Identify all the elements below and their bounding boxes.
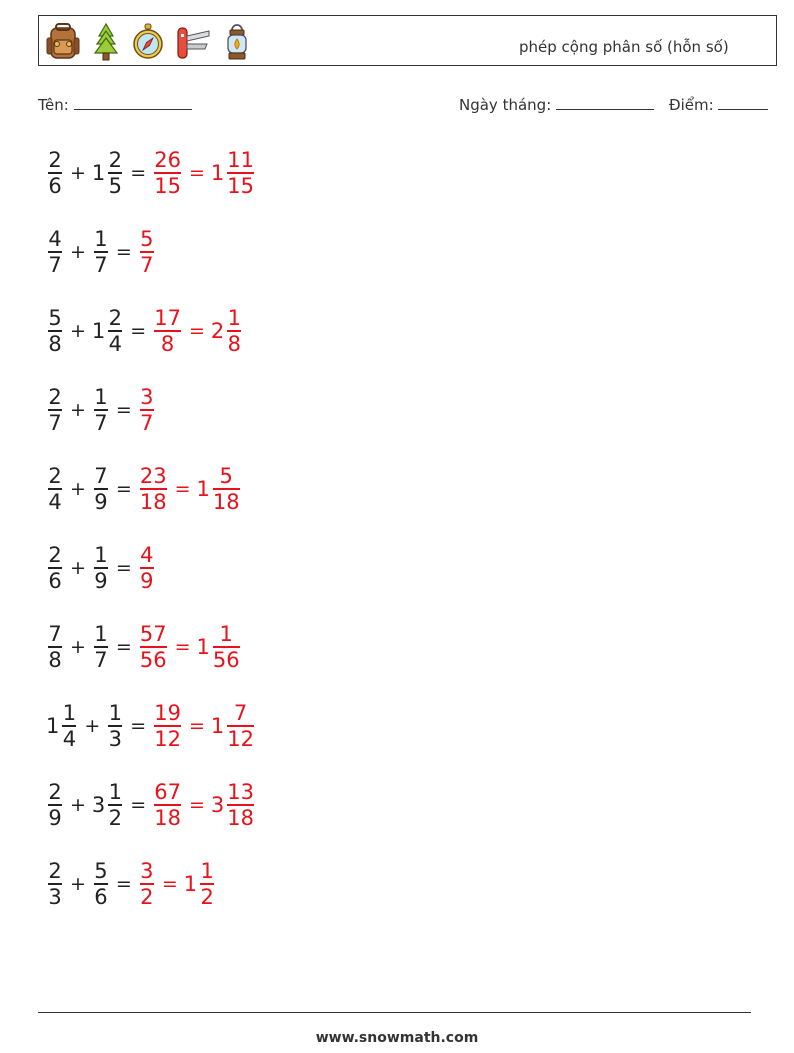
denominator: 8 xyxy=(160,331,175,356)
mixed-number xyxy=(211,148,256,198)
improper-fraction xyxy=(140,227,154,277)
denominator: 18 xyxy=(227,805,254,830)
fraction xyxy=(94,227,108,277)
denominator: 2 xyxy=(108,805,122,830)
numerator: 1 xyxy=(62,701,77,726)
fraction xyxy=(48,859,62,909)
addend-2 xyxy=(92,306,124,356)
numerator: 1 xyxy=(227,306,241,331)
addend-2 xyxy=(92,859,110,909)
fraction xyxy=(94,385,108,435)
equals-sign: = xyxy=(174,636,191,658)
addend-2 xyxy=(92,622,110,672)
plus-sign: + xyxy=(70,241,86,263)
numerator: 13 xyxy=(227,780,254,805)
numerator: 5 xyxy=(48,306,62,331)
equals-sign: = xyxy=(115,636,132,658)
denominator: 9 xyxy=(48,805,62,830)
denominator: 7 xyxy=(94,410,108,435)
fraction xyxy=(48,306,62,356)
numerator: 1 xyxy=(108,701,122,726)
equals-sign: = xyxy=(188,715,205,737)
pine-tree-icon xyxy=(91,22,121,62)
denominator: 7 xyxy=(94,647,108,672)
problem-row xyxy=(46,143,256,203)
score-label: Điểm: xyxy=(669,96,714,114)
denominator: 6 xyxy=(48,173,62,198)
denominator: 12 xyxy=(227,726,254,751)
denominator: 15 xyxy=(154,173,181,198)
answer xyxy=(138,622,242,672)
name-label: Tên: xyxy=(38,96,69,114)
fraction xyxy=(48,780,62,830)
name-blank[interactable] xyxy=(74,95,192,110)
plus-sign: + xyxy=(70,794,86,816)
numerator: 1 xyxy=(94,385,108,410)
mixed-number xyxy=(211,780,256,830)
problem-row xyxy=(46,617,242,677)
addend-1 xyxy=(46,148,64,198)
numerator: 1 xyxy=(94,622,108,647)
numerator: 4 xyxy=(48,227,62,252)
denominator: 8 xyxy=(227,331,241,356)
problem-row xyxy=(46,696,256,756)
addend-1 xyxy=(46,701,78,751)
equals-sign: = xyxy=(130,715,147,737)
denominator: 18 xyxy=(154,805,181,830)
problem-row xyxy=(46,222,156,282)
denominator: 3 xyxy=(108,726,122,751)
fraction xyxy=(48,385,62,435)
plus-sign: + xyxy=(70,320,86,342)
equals-sign: = xyxy=(130,162,147,184)
date-field xyxy=(459,95,654,114)
addend-1 xyxy=(46,306,64,356)
mixed-number xyxy=(211,306,243,356)
numerator: 1 xyxy=(200,859,214,884)
numerator: 2 xyxy=(48,148,62,173)
answer xyxy=(152,780,256,830)
answer xyxy=(138,385,156,435)
addend-2 xyxy=(92,464,110,514)
numerator: 3 xyxy=(140,385,154,410)
fraction xyxy=(108,701,122,751)
fraction xyxy=(227,780,254,830)
improper-fraction xyxy=(140,859,154,909)
addend-1 xyxy=(46,543,64,593)
fraction xyxy=(213,464,240,514)
denominator: 12 xyxy=(154,726,181,751)
equals-sign: = xyxy=(188,794,205,816)
whole-number: 1 xyxy=(183,872,198,896)
fraction xyxy=(94,859,108,909)
addend-1 xyxy=(46,622,64,672)
addend-2 xyxy=(92,385,110,435)
whole-number: 1 xyxy=(91,319,106,343)
fraction xyxy=(108,780,122,830)
improper-fraction xyxy=(140,622,167,672)
mixed-number xyxy=(211,701,256,751)
denominator: 8 xyxy=(48,331,62,356)
improper-fraction xyxy=(140,385,154,435)
numerator: 3 xyxy=(140,859,154,884)
numerator: 5 xyxy=(219,464,233,489)
problem-row xyxy=(46,380,156,440)
equals-sign: = xyxy=(115,557,132,579)
fraction xyxy=(94,622,108,672)
numerator: 4 xyxy=(140,543,154,568)
numerator: 2 xyxy=(48,543,62,568)
equals-sign: = xyxy=(115,241,132,263)
fraction xyxy=(213,622,240,672)
numerator: 67 xyxy=(154,780,181,805)
lantern-icon xyxy=(221,22,253,62)
numerator: 2 xyxy=(48,464,62,489)
denominator: 56 xyxy=(139,647,167,672)
addend-2 xyxy=(106,701,124,751)
whole-number: 1 xyxy=(196,635,210,659)
numerator: 1 xyxy=(108,780,122,805)
denominator: 9 xyxy=(140,568,154,593)
backpack-icon xyxy=(45,22,81,62)
fraction xyxy=(108,148,122,198)
fraction xyxy=(48,227,62,277)
numerator: 5 xyxy=(140,227,154,252)
numerator: 26 xyxy=(154,148,181,173)
improper-fraction xyxy=(154,701,181,751)
plus-sign: + xyxy=(70,873,86,895)
numerator: 2 xyxy=(108,148,122,173)
worksheet-title: phép cộng phân số (hỗn số) xyxy=(519,38,729,56)
answer xyxy=(138,227,156,277)
fraction xyxy=(108,306,122,356)
denominator: 4 xyxy=(62,726,77,751)
improper-fraction xyxy=(140,543,154,593)
whole-number: 3 xyxy=(210,793,225,817)
equals-sign: = xyxy=(115,873,132,895)
equals-sign: = xyxy=(115,478,132,500)
footer-url: www.snowmath.com xyxy=(315,1030,479,1046)
score-blank[interactable] xyxy=(718,95,768,110)
improper-fraction xyxy=(154,780,181,830)
plus-sign: + xyxy=(70,162,86,184)
numerator: 7 xyxy=(94,464,108,489)
fraction xyxy=(227,701,254,751)
addend-1 xyxy=(46,859,64,909)
answer xyxy=(138,464,242,514)
denominator: 4 xyxy=(108,331,122,356)
numerator: 11 xyxy=(227,148,254,173)
problem-row xyxy=(46,854,216,914)
equals-sign: = xyxy=(174,478,191,500)
addend-2 xyxy=(92,543,110,593)
denominator: 2 xyxy=(140,884,154,909)
whole-number: 1 xyxy=(91,161,106,185)
answer xyxy=(138,543,156,593)
denominator: 3 xyxy=(48,884,62,909)
fraction xyxy=(227,148,254,198)
whole-number: 1 xyxy=(210,161,225,185)
problem-row xyxy=(46,775,256,835)
footer-divider xyxy=(38,1012,751,1013)
denominator: 7 xyxy=(140,410,154,435)
numerator: 1 xyxy=(94,227,108,252)
pocket-knife-icon xyxy=(175,22,211,62)
denominator: 4 xyxy=(48,489,62,514)
improper-fraction xyxy=(140,464,167,514)
answer xyxy=(138,859,216,909)
improper-fraction xyxy=(154,148,181,198)
addend-2 xyxy=(92,227,110,277)
addend-1 xyxy=(46,464,64,514)
mixed-number xyxy=(197,464,242,514)
numerator: 23 xyxy=(139,464,167,489)
numerator: 2 xyxy=(48,859,62,884)
icon-strip xyxy=(45,22,253,62)
answer xyxy=(152,701,256,751)
plus-sign: + xyxy=(70,557,86,579)
equals-sign: = xyxy=(130,794,147,816)
name-field xyxy=(38,95,192,114)
problem-row xyxy=(46,301,243,361)
numerator: 2 xyxy=(48,780,62,805)
plus-sign: + xyxy=(84,715,101,737)
whole-number: 3 xyxy=(91,793,106,817)
whole-number: 1 xyxy=(196,477,210,501)
denominator: 2 xyxy=(200,884,214,909)
addend-1 xyxy=(46,227,64,277)
plus-sign: + xyxy=(70,399,86,421)
mixed-number xyxy=(197,622,242,672)
addend-1 xyxy=(46,385,64,435)
mixed-number xyxy=(184,859,216,909)
numerator: 2 xyxy=(108,306,122,331)
denominator: 56 xyxy=(212,647,240,672)
improper-fraction xyxy=(154,306,181,356)
fraction xyxy=(227,306,241,356)
problem-row xyxy=(46,459,242,519)
numerator: 57 xyxy=(139,622,167,647)
numerator: 2 xyxy=(48,385,62,410)
equals-sign: = xyxy=(130,320,147,342)
denominator: 18 xyxy=(212,489,240,514)
answer xyxy=(152,306,243,356)
plus-sign: + xyxy=(70,636,86,658)
addend-2 xyxy=(92,148,124,198)
denominator: 9 xyxy=(94,489,108,514)
fraction xyxy=(94,464,108,514)
denominator: 7 xyxy=(48,410,62,435)
date-blank[interactable] xyxy=(556,95,654,110)
header-box xyxy=(38,15,777,66)
denominator: 8 xyxy=(48,647,62,672)
compass-icon xyxy=(131,22,165,62)
fraction xyxy=(48,622,62,672)
date-label: Ngày tháng: xyxy=(459,96,552,114)
numerator: 5 xyxy=(94,859,108,884)
equals-sign: = xyxy=(188,320,205,342)
whole-number: 1 xyxy=(46,714,60,738)
answer xyxy=(152,148,256,198)
numerator: 17 xyxy=(154,306,181,331)
plus-sign: + xyxy=(70,478,86,500)
equals-sign: = xyxy=(188,162,205,184)
whole-number: 1 xyxy=(210,714,225,738)
fraction xyxy=(48,543,62,593)
numerator: 19 xyxy=(154,701,181,726)
score-field xyxy=(669,95,768,114)
fraction xyxy=(62,701,76,751)
fraction xyxy=(94,543,108,593)
numerator: 7 xyxy=(48,622,62,647)
denominator: 5 xyxy=(108,173,122,198)
fraction xyxy=(48,464,62,514)
numerator: 1 xyxy=(94,543,108,568)
denominator: 7 xyxy=(140,252,154,277)
numerator: 1 xyxy=(219,622,233,647)
whole-number: 2 xyxy=(210,319,225,343)
equals-sign: = xyxy=(161,873,178,895)
denominator: 6 xyxy=(48,568,62,593)
denominator: 7 xyxy=(48,252,62,277)
denominator: 7 xyxy=(94,252,108,277)
denominator: 18 xyxy=(139,489,167,514)
fraction xyxy=(48,148,62,198)
fraction xyxy=(200,859,214,909)
denominator: 9 xyxy=(94,568,108,593)
denominator: 6 xyxy=(94,884,108,909)
denominator: 15 xyxy=(227,173,254,198)
equals-sign: = xyxy=(115,399,132,421)
problem-row xyxy=(46,538,156,598)
addend-2 xyxy=(92,780,124,830)
addend-1 xyxy=(46,780,64,830)
numerator: 7 xyxy=(233,701,248,726)
